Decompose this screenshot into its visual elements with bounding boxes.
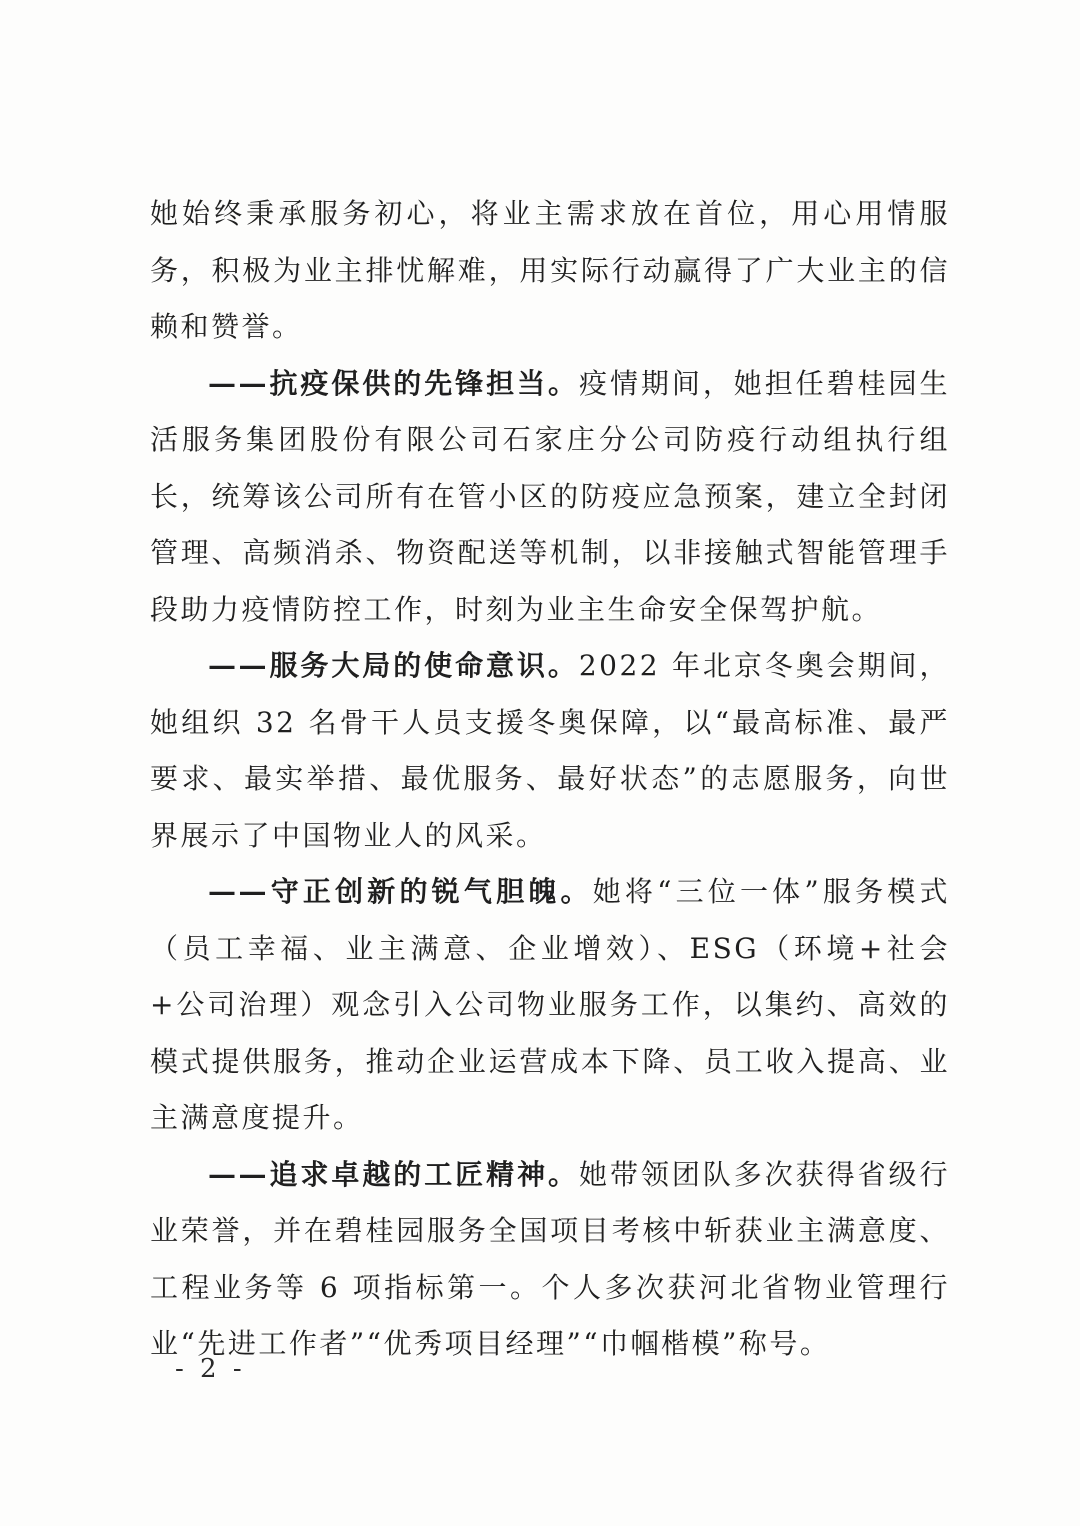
paragraph-heading: ——守正创新的锐气胆魄。 [208, 875, 593, 908]
paragraph-text: 她带领团队多次获得省级行业荣誉，并在碧桂园服务全国项目考核中斩获业主满意度、工程业务等 6 项指标第一。个人多次获河北省物业管理行业“先进工作者”“优秀项目经理”“巾帼楷模”称号。 [150, 1157, 950, 1360]
page-number: - 2 - [175, 1354, 246, 1384]
paragraph-innovation [150, 864, 950, 1147]
paragraph-text: 她将“三位一体”服务模式（员工幸福、业主满意、企业增效）、ESG（环境+社会+公司治理）观念引入公司物业服务工作，以集约、高效的模式提供服务，推动企业运营成本下降、员工收入提高、业主满意度提升。 [150, 875, 950, 1134]
paragraph-heading: ——抗疫保供的先锋担当。 [208, 366, 579, 400]
paragraph-epidemic [150, 356, 950, 639]
paragraph-heading: ——服务大局的使命意识。 [208, 649, 579, 682]
document-body [150, 186, 950, 1373]
paragraph-craftsmanship [150, 1147, 950, 1373]
paragraph-intro [150, 186, 950, 356]
paragraph-text: 她始终秉承服务初心，将业主需求放在首位，用心用情服务，积极为业主排忧解难，用实际行动赢得了广大业主的信赖和赞誉。 [150, 197, 950, 343]
paragraph-olympics [150, 638, 950, 864]
paragraph-text: 疫情期间，她担任碧桂园生活服务集团股份有限公司石家庄分公司防疫行动组执行组长，统筹该公司所有在管小区的防疫应急预案，建立全封闭管理、高频消杀、物资配送等机制，以非接触式智能管理手段助力疫情防控工作，时刻为业主生命安全保驾护航。 [150, 366, 950, 626]
paragraph-text: 2022 年北京冬奥会期间，她组织 32 名骨干人员支援冬奥保障，以“最高标准、最严要求、最实举措、最优服务、最好状态”的志愿服务，向世界展示了中国物业人的风采。 [150, 649, 950, 852]
paragraph-heading: ——追求卓越的工匠精神。 [208, 1157, 579, 1191]
